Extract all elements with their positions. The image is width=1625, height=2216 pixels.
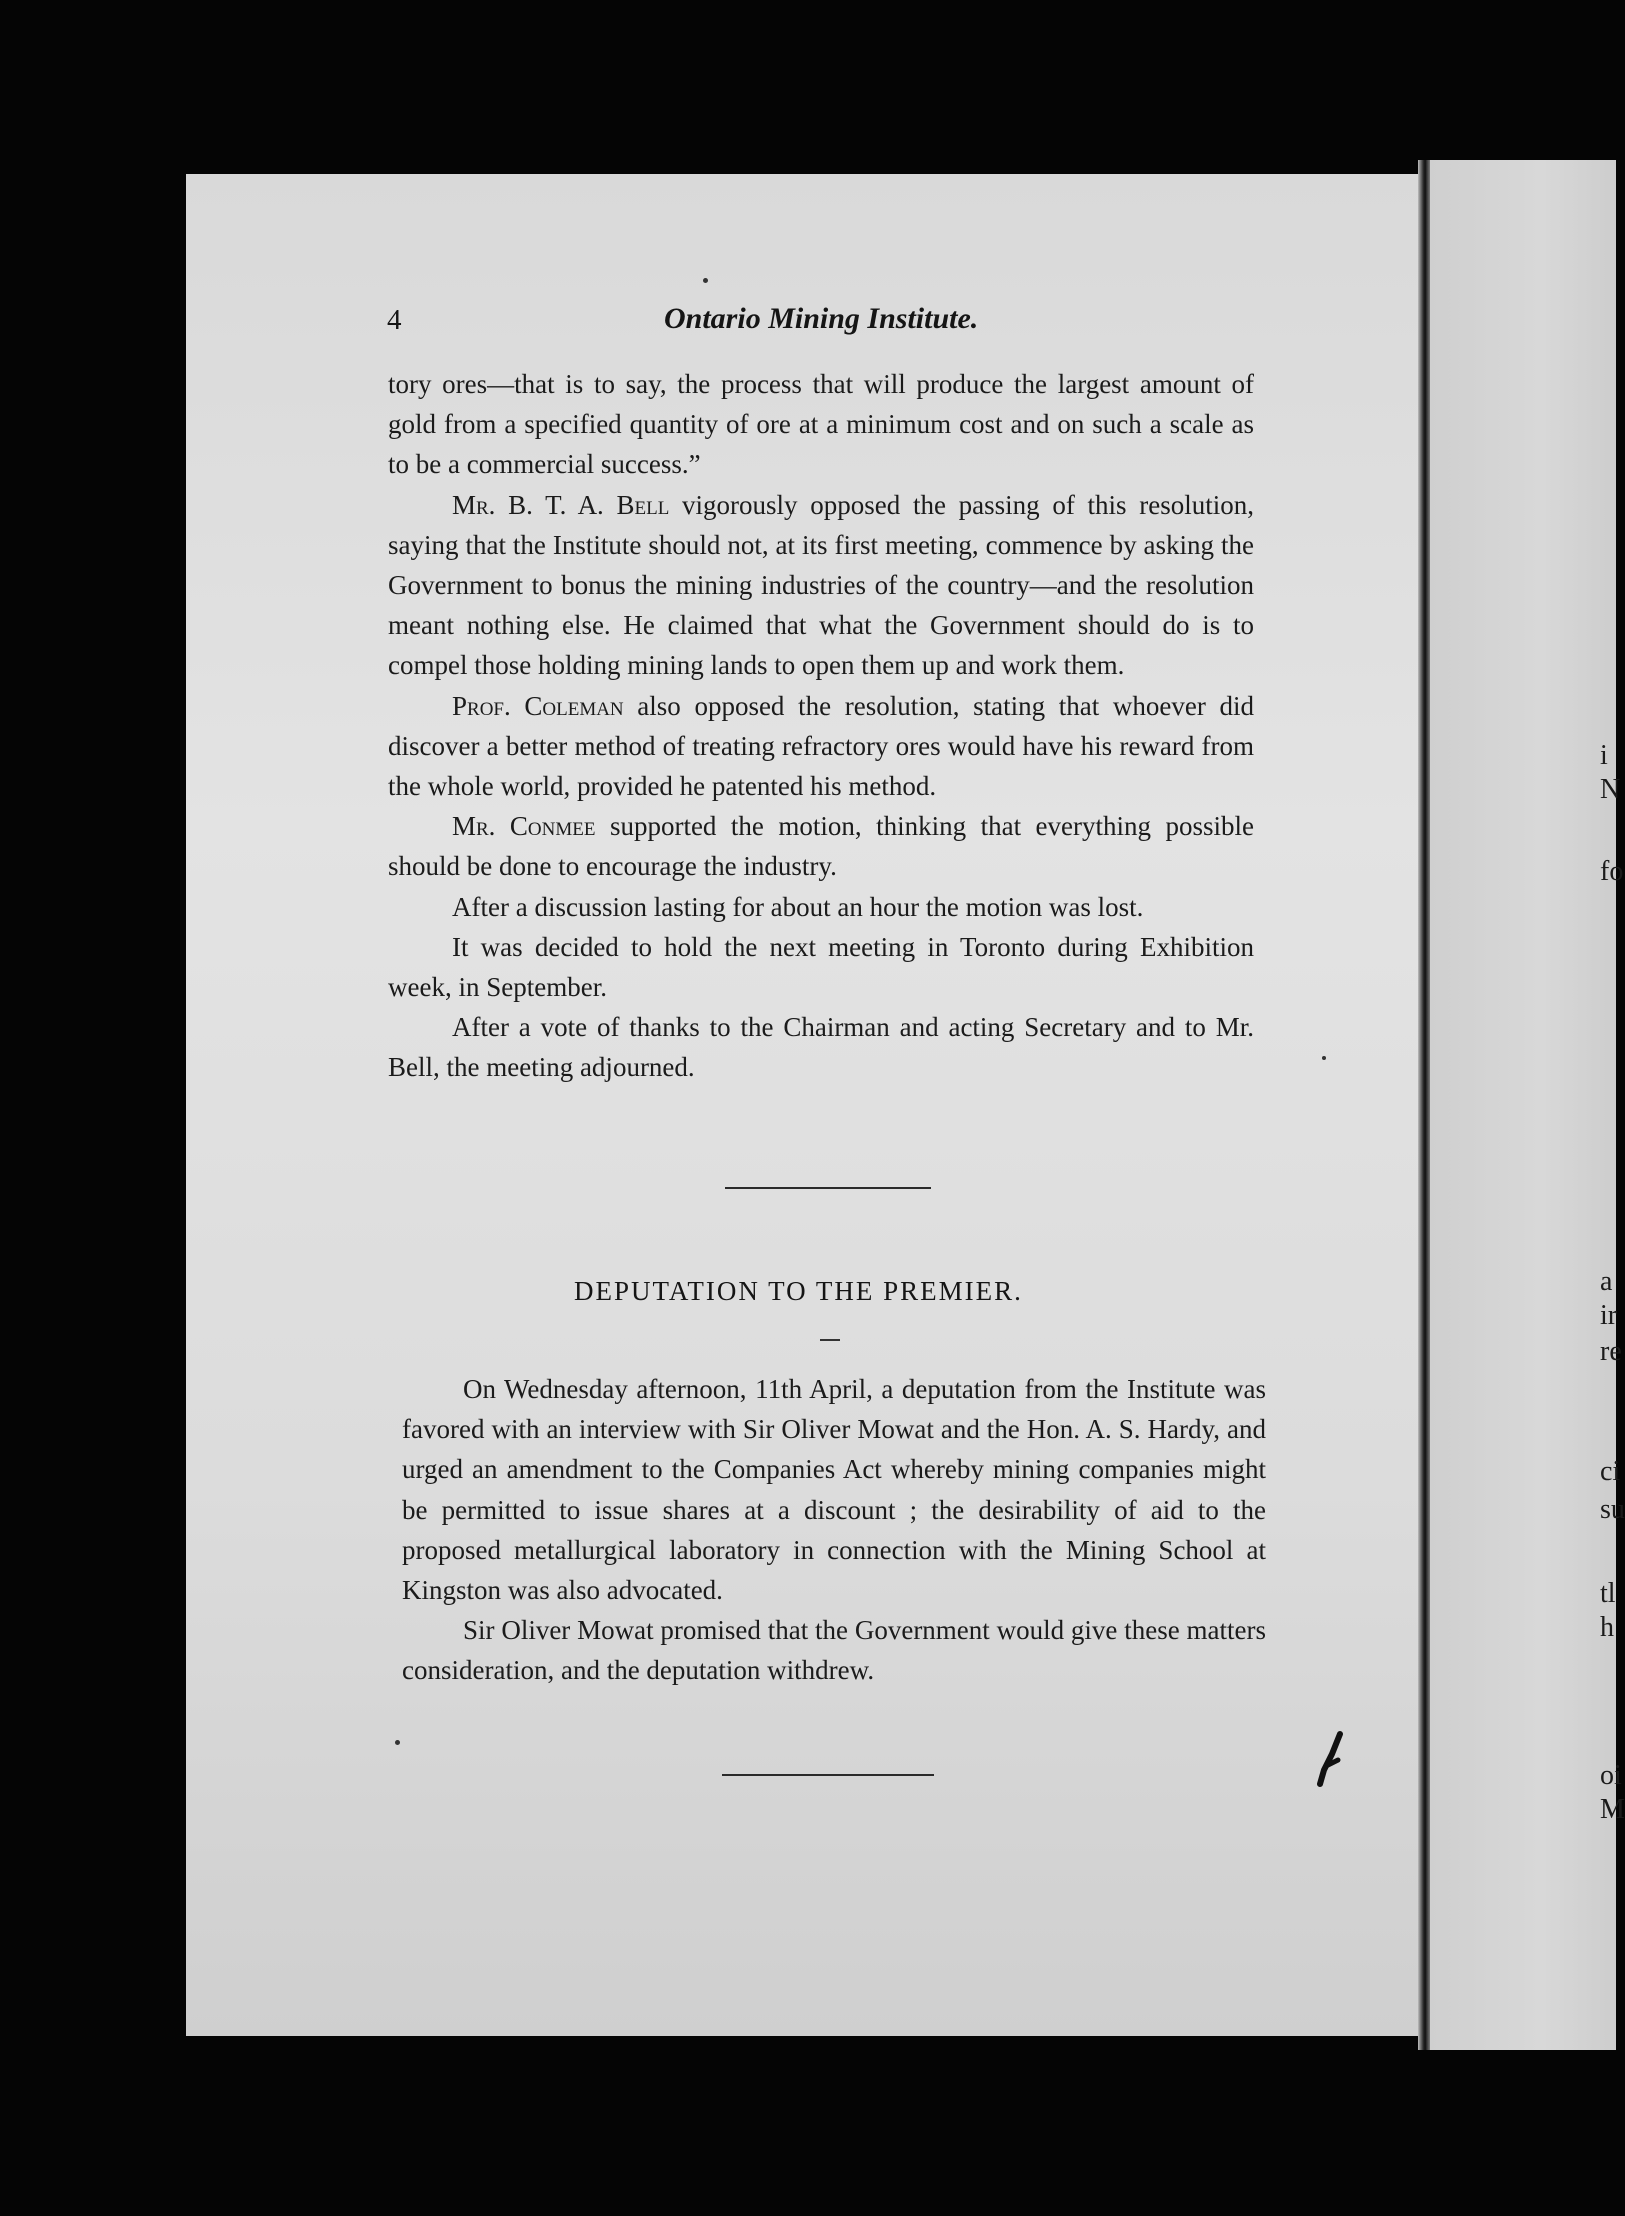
adjacent-page-fragment: fo <box>1600 856 1624 887</box>
running-head: Ontario Mining Institute. <box>664 302 979 335</box>
adjacent-page-fragment: ir <box>1600 1300 1618 1331</box>
adjacent-page-fragment: ci <box>1600 1456 1621 1487</box>
adjacent-page-fragment: M <box>1600 1794 1625 1825</box>
paragraph <box>388 485 1254 686</box>
heading-dash <box>820 1339 840 1341</box>
paragraph: After a discussion lasting for about an hour the motion was lost. <box>452 891 1144 922</box>
adjacent-page-fragment: oi <box>1600 1760 1622 1791</box>
paragraph: On Wednesday afternoon, 11th April, a deputation from the Institute was favored with an interview with Sir Oliver Mowat and the Hon. A. S. Hardy, and urged an amendment to the Companies Act whereby mining companies might be permitted to issue shares at a discount ; the desirability of aid to the proposed metallurgical laboratory in connection with the Mining School at Kingston was also advocated. <box>402 1374 1266 1606</box>
paper-speck <box>703 278 708 283</box>
section-body-2 <box>402 1369 1266 1691</box>
paragraph: It was decided to hold the next meeting in Toronto during Exhibition week, in September. <box>388 931 1254 1003</box>
adjacent-page-fragment: a <box>1600 1266 1613 1297</box>
adjacent-page-fragment: i <box>1600 740 1608 771</box>
paragraph-text: also opposed the resolution, stating that whoever did discover a better method of treating refractory ores would have his reward from the whole world, provided he patented his method. <box>388 690 1254 802</box>
paper-speck <box>395 1740 400 1745</box>
paragraph <box>388 686 1254 807</box>
paragraph-text: supported the motion, thinking that everything possible should be done to encourage the industry. <box>388 811 1254 882</box>
adjacent-page <box>1430 160 1616 2050</box>
ink-mark <box>1310 1730 1350 1790</box>
section-divider <box>722 1774 934 1776</box>
section-heading: DEPUTATION TO THE PREMIER. <box>574 1276 1023 1306</box>
paragraph: tory ores—that is to say, the process that will produce the largest amount of gold from a specified quantity of ore at a minimum cost and on such a scale as to be a commercial success.” <box>388 369 1254 480</box>
paragraph-text: vigorously opposed the passing of this resolution, saying that the Institute should not, at its first meeting, commence by asking the Government to bonus the mining industries of the country—and the resolution meant nothing else. He claimed that what the Government should do is to compel those holding mining lands to open them up and work them. <box>388 489 1254 681</box>
page-gutter <box>1418 160 1430 2050</box>
section-divider <box>725 1187 931 1189</box>
page-number: 4 <box>387 304 402 336</box>
paragraph: Sir Oliver Mowat promised that the Government would give these matters consideration, and the deputation withdrew. <box>402 1615 1266 1686</box>
speaker-name: Mr. Conmee <box>452 811 596 842</box>
adjacent-page-fragment: re <box>1600 1336 1622 1367</box>
speaker-name: Mr. B. T. A. Bell <box>452 489 670 520</box>
adjacent-page-fragment: su <box>1600 1494 1625 1525</box>
paper-speck <box>1322 1056 1326 1060</box>
adjacent-page-fragment: tl <box>1600 1578 1616 1609</box>
adjacent-page-fragment: N <box>1600 774 1621 805</box>
paragraph: After a vote of thanks to the Chairman and acting Secretary and to Mr. Bell, the meeting adjourned. <box>388 1012 1254 1083</box>
adjacent-page-fragment: h <box>1600 1612 1614 1643</box>
speaker-name: Prof. Coleman <box>452 690 624 721</box>
section-body-1 <box>388 364 1254 1088</box>
paragraph <box>388 806 1254 886</box>
